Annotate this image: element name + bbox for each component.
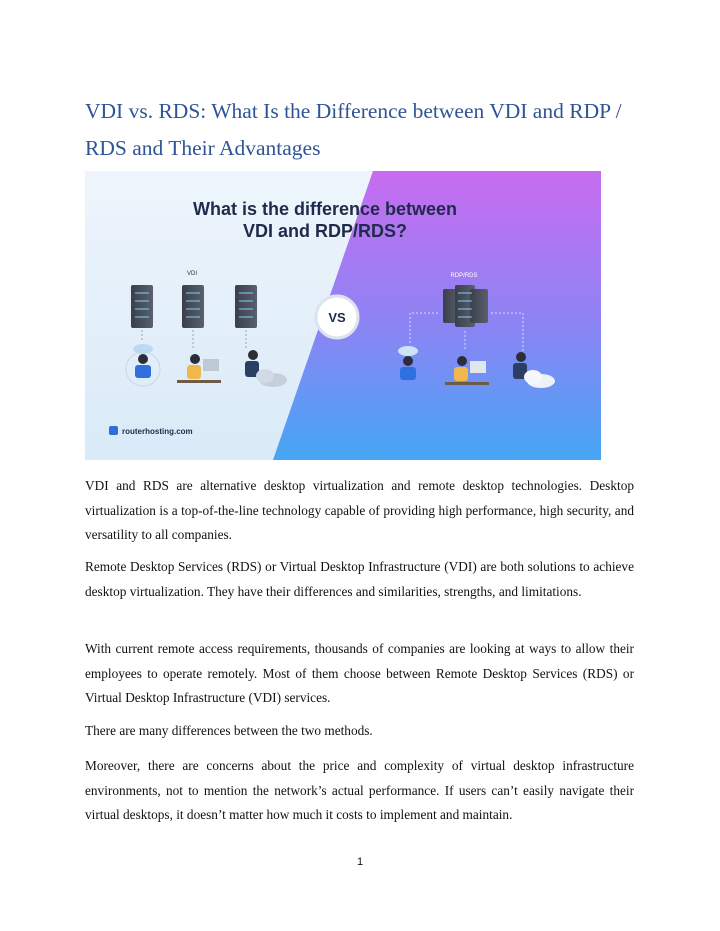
user-icon	[403, 356, 413, 366]
hero-headline-line1: What is the difference between	[192, 199, 458, 219]
hero-headline-line2: VDI and RDP/RDS?	[242, 221, 408, 241]
paragraph-4: There are many differences between the two methods.	[85, 723, 373, 738]
user-icon	[190, 354, 200, 364]
paragraph-1: VDI and RDS are alternative desktop virtualization and remote desktop technologies. Desktop virtualization is a top-of-the-line technology capable of providing high performance, high security, and versatility to all companies.	[85, 478, 634, 542]
vs-badge	[316, 296, 358, 338]
page-number: 1	[356, 856, 364, 868]
paragraph-2: Remote Desktop Services (RDS) or Virtual Desktop Infrastructure (VDI) are both solutions to achieve desktop virtualization. They have their differences and similarities, strengths, and limitations.	[85, 559, 634, 599]
server-icon	[235, 285, 257, 328]
server-icon	[131, 285, 153, 328]
hero-image	[85, 171, 601, 460]
paragraph-5: Moreover, there are concerns about the price and complexity of virtual desktop infrastructure environments, not to mention the network’s actual performance. If users can’t easily navigate their virtual desktops, it doesn’t matter how much it costs to implement and maintain.	[85, 758, 634, 822]
server-icon	[182, 285, 204, 328]
rds-label: RDP/RDS	[450, 273, 478, 279]
user-icon	[516, 352, 526, 362]
vdi-label: VDI	[186, 271, 198, 277]
user-icon	[248, 350, 258, 360]
routerhosting-logo	[109, 426, 193, 436]
vs-label: VS	[328, 310, 346, 325]
document-title: VDI vs. RDS: What Is the Difference between VDI and RDP / RDS and Their Advantages	[85, 99, 622, 160]
brand-name: routerhosting.com	[122, 427, 193, 436]
user-icon	[457, 356, 467, 366]
paragraph-3: With current remote access requirements, thousands of companies are looking at ways to allow their employees to operate remotely. Most of them choose between Remote Desktop Services (RDS) or Virtual Desktop Infrastructure (VDI) services.	[85, 641, 634, 705]
server-icon	[470, 289, 488, 323]
